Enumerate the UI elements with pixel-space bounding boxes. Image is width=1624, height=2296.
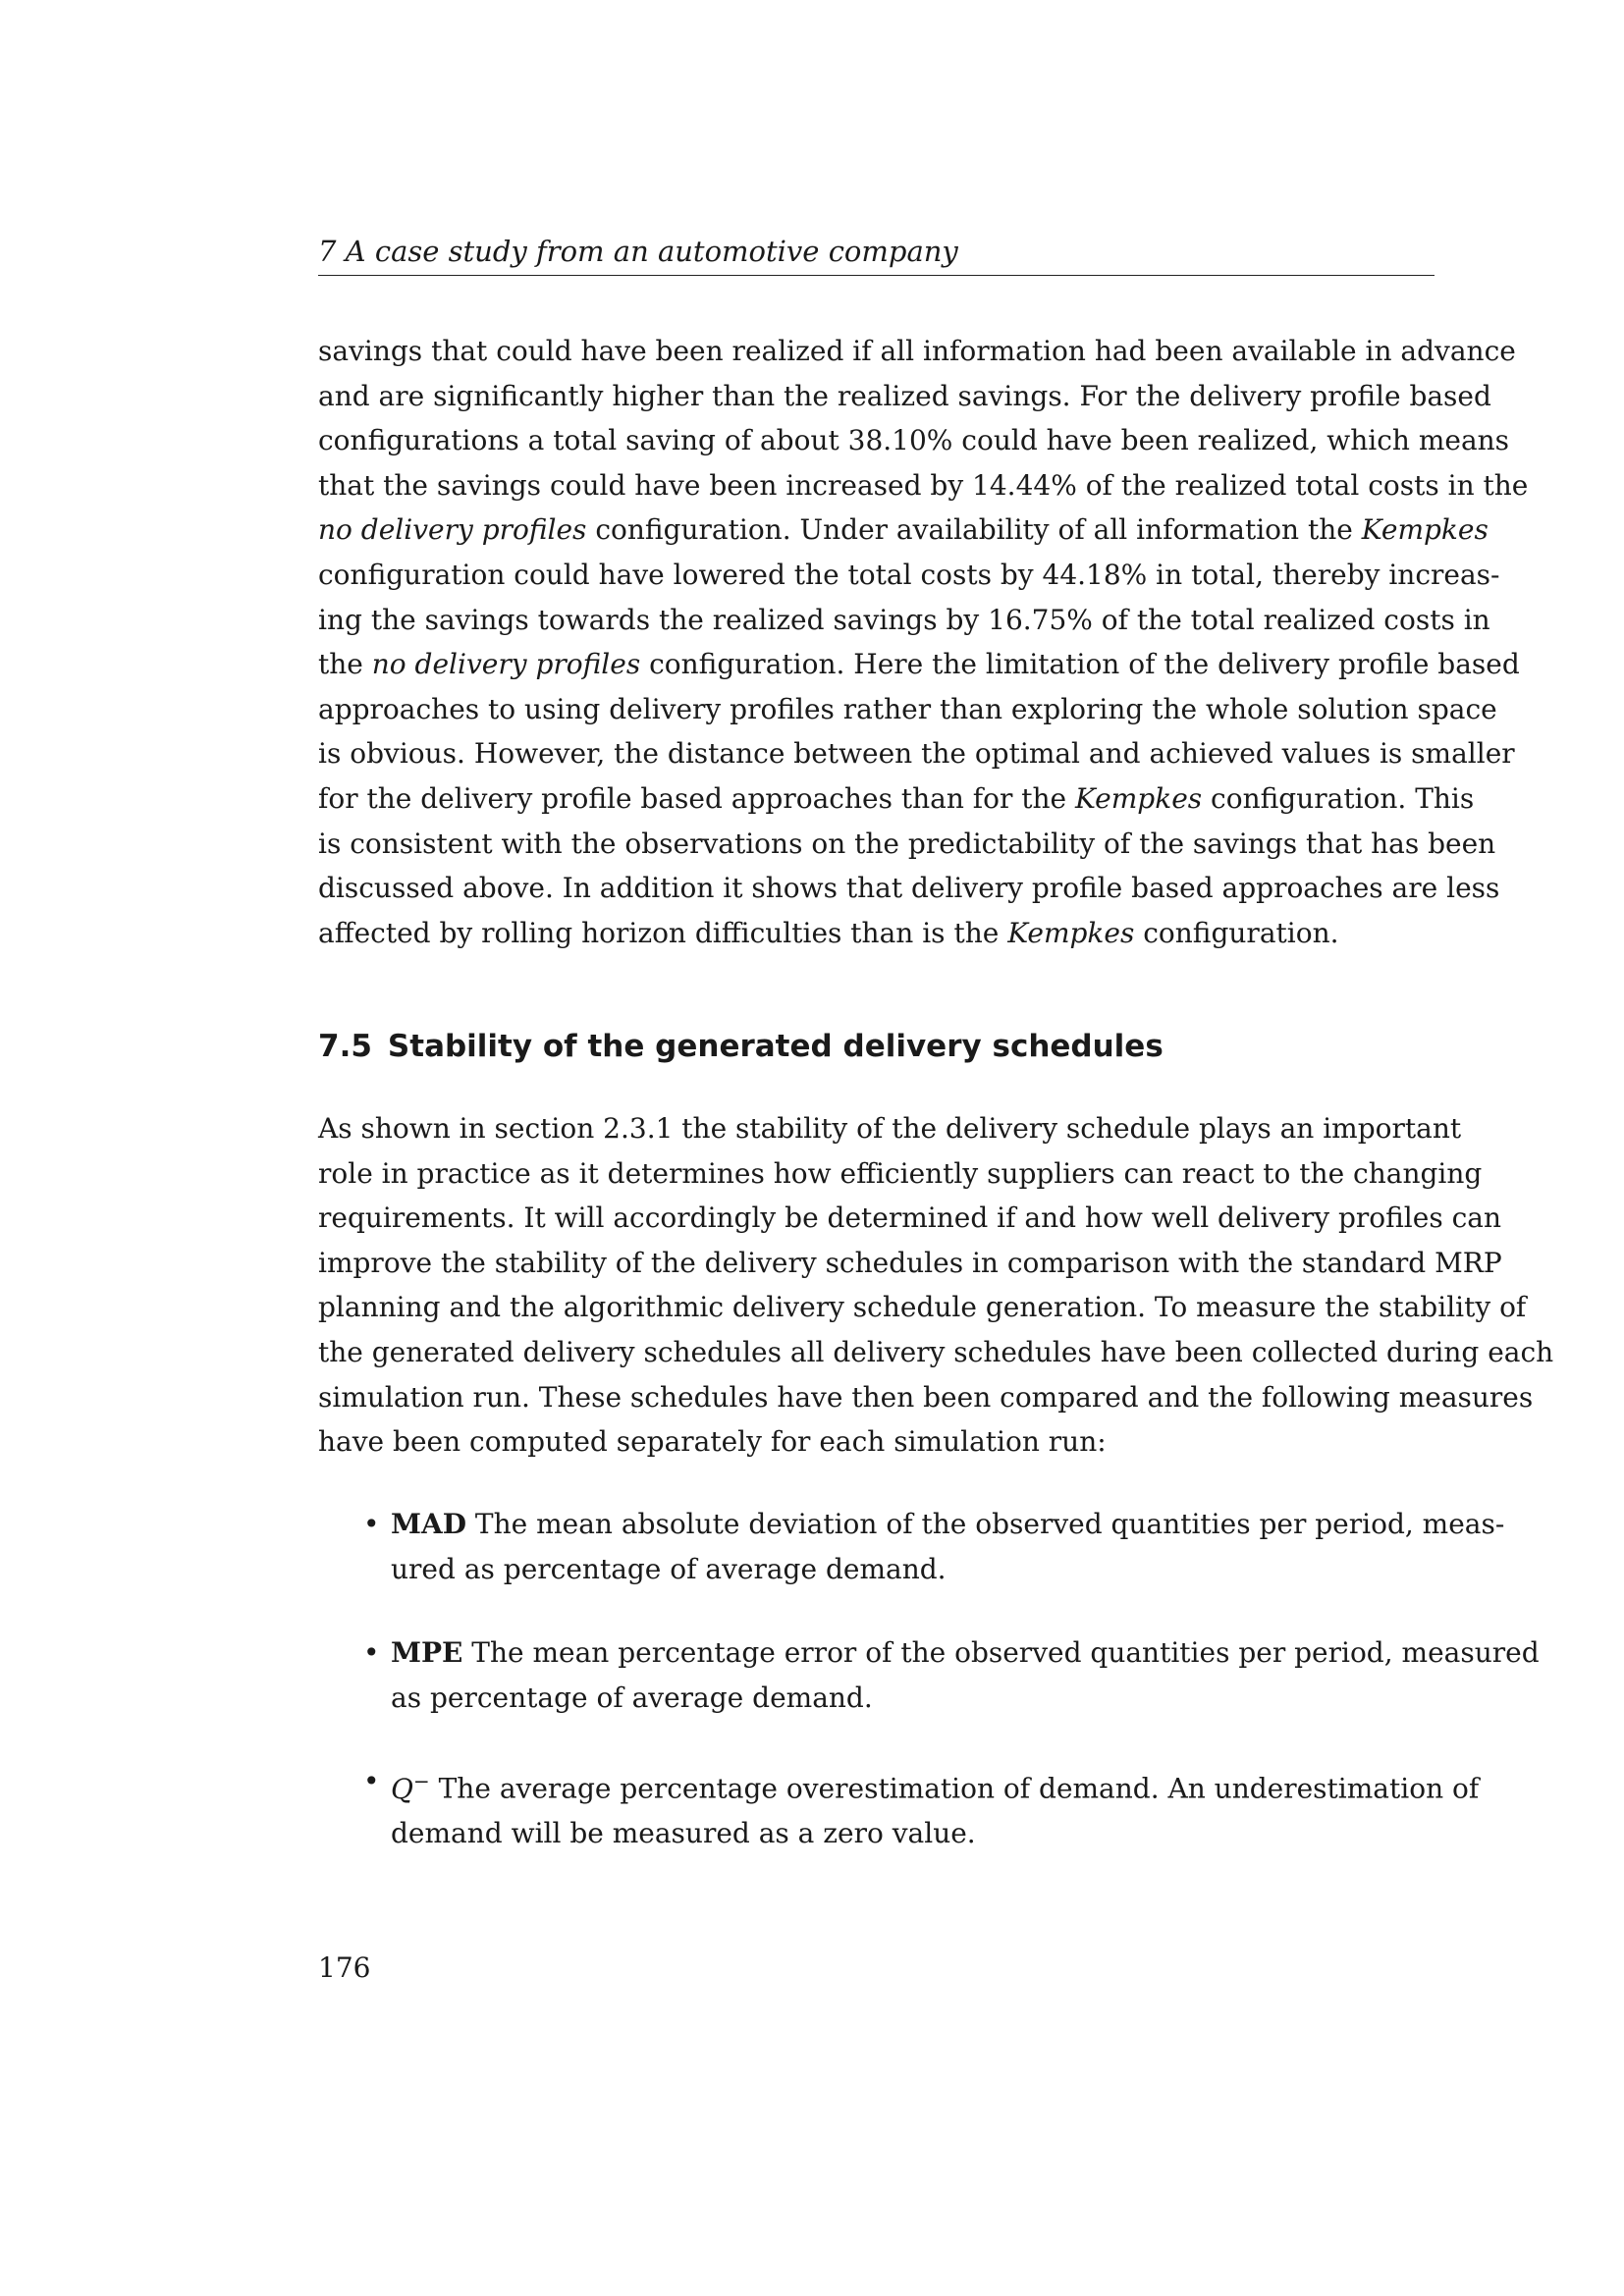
measures-list: [318, 1502, 1540, 1896]
list-item: [318, 1630, 1540, 1720]
text-line: have been computed separately for each simulation run:: [318, 1425, 1107, 1459]
bullet-icon: •: [363, 1765, 380, 1798]
text-line: requirements. It will accordingly be determined if and how well delivery profiles can: [318, 1201, 1501, 1235]
text-line: [318, 776, 1475, 822]
text-run: is obvious. However, the distance between the optimal and achieved values is smaller: [318, 737, 1515, 771]
italic-term: no delivery profiles: [318, 513, 587, 547]
text-line: [318, 598, 1490, 643]
text-run: The average percentage overestimation of demand. An underestimation of: [429, 1772, 1480, 1805]
text-line: simulation run. These schedules have then been compared and the following measures: [318, 1380, 1534, 1414]
text-run: that the savings could have been increased by 14.44% of the realized total costs in the: [318, 468, 1529, 502]
measure-symbol: [391, 1769, 430, 1805]
text-run: configuration. Under availability of all information the: [586, 513, 1362, 547]
text-line: As shown in section 2.3.1 the stability of the delivery schedule plays an important: [318, 1112, 1462, 1145]
text-run: for the delivery profile based approaches than for the: [318, 781, 1076, 815]
italic-term: Kempkes: [1007, 916, 1135, 949]
text-run: affected by rolling horizon difficulties than is the: [318, 916, 1008, 949]
text-run: The mean absolute deviation of the observed quantities per period, meas-: [466, 1508, 1505, 1540]
section-heading: [318, 1027, 1164, 1066]
text-run: is consistent with the observations on the predictability of the savings that has been: [318, 827, 1496, 860]
text-run: savings that could have been realized if all information had been available in advance: [318, 335, 1516, 367]
text-run: configuration could have lowered the total costs by 44.18% in total, thereby increas-: [318, 558, 1500, 591]
list-item: [318, 1759, 1480, 1856]
bullet-icon: •: [363, 1636, 380, 1670]
text-line: [318, 866, 1500, 911]
text-line: [318, 418, 1510, 463]
text-line: [318, 687, 1497, 732]
bullet-icon: •: [363, 1508, 380, 1540]
text-line: [318, 822, 1496, 867]
section-title: Stability of the generated delivery schedules: [387, 1029, 1164, 1064]
section-number: 7.5: [318, 1029, 372, 1064]
paragraph-savings-discussion: [318, 329, 1529, 955]
measure-term: MAD: [391, 1508, 466, 1540]
text-line: [318, 374, 1491, 419]
text-line: [391, 1759, 1480, 1811]
text-run: configuration. Here the limitation of the delivery profile based: [640, 648, 1520, 681]
text-line: [391, 1811, 1435, 1856]
text-run: approaches to using delivery profiles rather than exploring the whole solution space: [318, 692, 1497, 725]
text-line: planning and the algorithmic delivery schedule generation. To measure the stability of: [318, 1291, 1527, 1324]
text-line: the generated delivery schedules all delivery schedules have been collected during each: [318, 1335, 1554, 1368]
symbol-base: Q: [391, 1772, 413, 1805]
text-run: demand will be measured as a zero value.: [391, 1817, 976, 1850]
text-run: configuration. This: [1202, 781, 1475, 815]
text-run: the: [318, 648, 372, 681]
measure-term: MPE: [391, 1636, 463, 1670]
text-run: The mean percentage error of the observed quantities per period, measured: [462, 1636, 1540, 1670]
text-run: ing the savings towards the realized savings by 16.75% of the total realized costs in: [318, 603, 1490, 636]
italic-term: Kempkes: [1361, 513, 1489, 547]
text-run: discussed above. In addition it shows that delivery profile based approaches are less: [318, 872, 1500, 905]
text-line: [318, 463, 1529, 508]
text-line: [318, 911, 1435, 956]
symbol-superscript: −: [412, 1769, 430, 1793]
text-line: [391, 1630, 1540, 1676]
italic-term: Kempkes: [1075, 781, 1203, 815]
paragraph-stability-intro: [318, 1106, 1554, 1465]
text-line: role in practice as it determines how efficiently suppliers can react to the changing: [318, 1156, 1483, 1190]
text-line: [318, 553, 1500, 598]
text-run: ured as percentage of average demand.: [391, 1552, 947, 1585]
text-line: [318, 329, 1516, 374]
text-line: [318, 731, 1515, 776]
text-line: [318, 642, 1520, 687]
text-line: [391, 1502, 1505, 1547]
text-line: [318, 507, 1489, 553]
text-line: [391, 1676, 1435, 1721]
header-rule: [318, 275, 1435, 276]
italic-term: no delivery profiles: [371, 648, 641, 681]
text-line: improve the stability of the delivery schedules in comparison with the standard MRP: [318, 1246, 1502, 1279]
text-run: and are significantly higher than the realized savings. For the delivery profile based: [318, 379, 1491, 412]
text-line: [391, 1547, 1435, 1592]
page-number: 176: [318, 1951, 371, 1984]
text-run: configuration.: [1134, 916, 1339, 949]
list-item: [318, 1502, 1505, 1591]
text-run: as percentage of average demand.: [391, 1681, 873, 1714]
text-run: configurations a total saving of about 38.10% could have been realized, which means: [318, 424, 1510, 457]
running-header: 7 A case study from an automotive company: [318, 235, 958, 268]
